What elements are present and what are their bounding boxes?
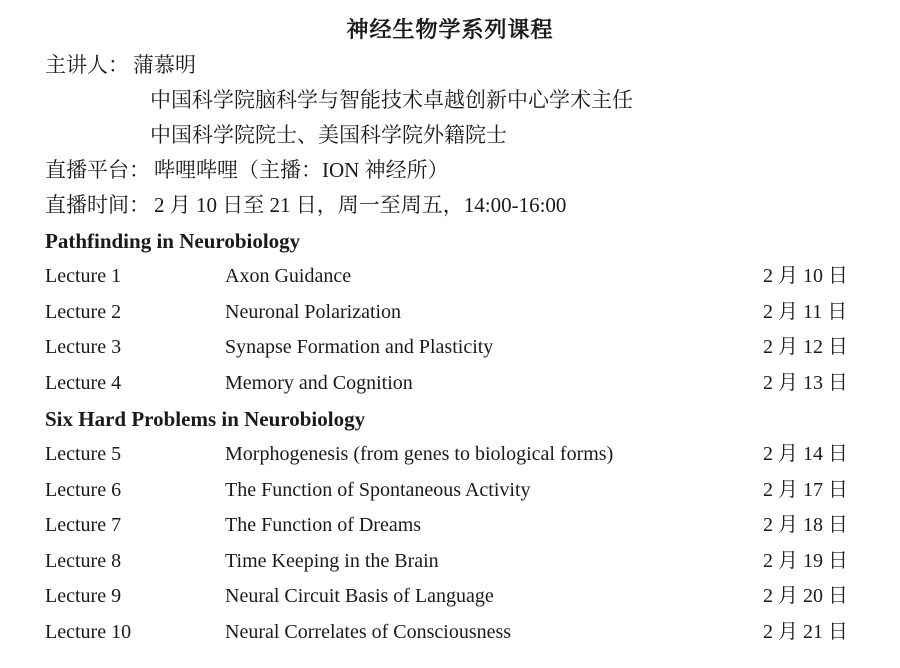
lecture-number: Lecture 10 <box>45 620 132 643</box>
lecture-date: 2 月 20 日 <box>763 585 848 607</box>
lecture-topic: The Function of Spontaneous Activity <box>225 478 531 501</box>
lecture-topic: Time Keeping in the Brain <box>225 549 439 572</box>
lecture-number: Lecture 3 <box>45 336 122 358</box>
lecture-number: Lecture 1 <box>45 265 122 287</box>
table-row <box>45 544 875 580</box>
speaker-line <box>45 48 875 83</box>
lecture-date: 2 月 14 日 <box>763 443 848 465</box>
platform-line <box>45 153 875 188</box>
lecture-number: Lecture 6 <box>45 478 122 501</box>
speaker-affiliation-1: 中国科学院脑科学与智能技术卓越创新中心学术主任 <box>150 88 633 112</box>
time-line <box>45 188 875 223</box>
lecture-date: 2 月 12 日 <box>763 336 848 358</box>
page-title: 神经生物学系列课程 <box>346 17 554 42</box>
lecture-number: Lecture 4 <box>45 371 122 394</box>
lecture-number: Lecture 7 <box>45 514 122 536</box>
lecture-topic: Neuronal Polarization <box>225 300 402 323</box>
table-row <box>45 330 875 366</box>
lecture-topic: Morphogenesis (from genes to biological forms) <box>225 443 614 465</box>
lecture-topic: Neural Correlates of Consciousness <box>225 620 512 643</box>
table-row <box>45 473 875 509</box>
table-row <box>45 259 875 295</box>
time-label: 直播时间： <box>45 193 150 217</box>
lecture-topic: Memory and Cognition <box>225 371 413 394</box>
section-heading-six-hard-problems: Six Hard Problems in Neurobiology <box>45 407 366 431</box>
speaker-name: 蒲慕明 <box>133 53 196 77</box>
table-row <box>45 508 875 544</box>
lecture-date: 2 月 21 日 <box>763 620 848 643</box>
lecture-date: 2 月 19 日 <box>763 549 848 572</box>
lecture-topic: Axon Guidance <box>225 265 352 287</box>
platform-label: 直播平台： <box>45 158 150 182</box>
lecture-topic: The Function of Dreams <box>225 514 422 536</box>
lecture-date: 2 月 17 日 <box>763 478 848 501</box>
table-row <box>45 437 875 473</box>
lecture-number: Lecture 8 <box>45 549 122 572</box>
lecture-date: 2 月 10 日 <box>763 265 848 287</box>
lecture-number: Lecture 9 <box>45 585 122 607</box>
lecture-date: 2 月 18 日 <box>763 514 848 536</box>
table-row <box>45 366 875 402</box>
lecture-date: 2 月 13 日 <box>763 371 848 394</box>
table-row <box>45 295 875 331</box>
lecture-topic: Synapse Formation and Plasticity <box>225 336 494 358</box>
time-value: 2 月 10 日至 21 日，周一至周五，14:00-16:00 <box>154 193 567 217</box>
section-heading-pathfinding: Pathfinding in Neurobiology <box>45 229 301 253</box>
table-row <box>45 579 875 615</box>
table-row <box>45 615 875 651</box>
speaker-label: 主讲人： <box>45 53 129 77</box>
lecture-number: Lecture 2 <box>45 300 122 323</box>
platform-value: 哔哩哔哩（主播：ION 神经所） <box>154 158 449 182</box>
speaker-affiliation-2: 中国科学院院士、美国科学院外籍院士 <box>150 123 507 147</box>
lecture-topic: Neural Circuit Basis of Language <box>225 585 494 607</box>
lecture-date: 2 月 11 日 <box>763 300 848 323</box>
lecture-number: Lecture 5 <box>45 443 122 465</box>
